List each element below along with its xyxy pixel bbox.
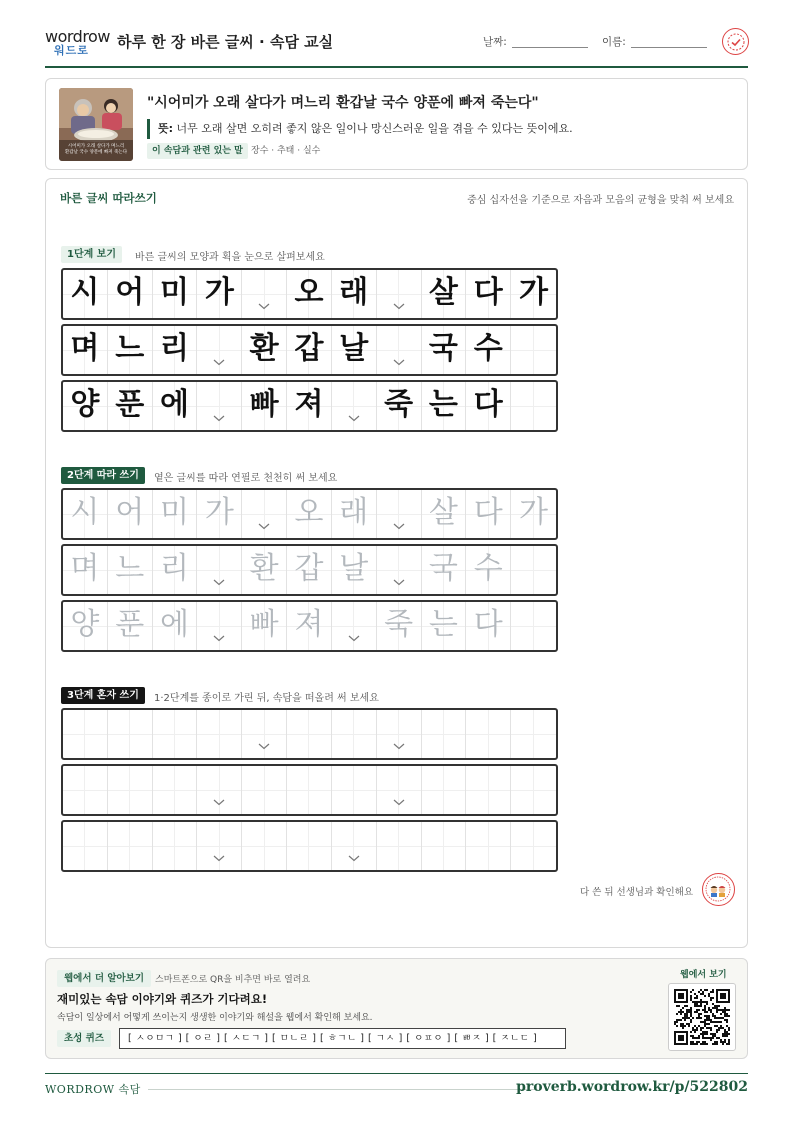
character-cell[interactable] — [197, 710, 242, 758]
character-glyph: 갑 — [294, 331, 324, 366]
character-cell[interactable] — [332, 546, 377, 594]
name-field[interactable] — [631, 47, 707, 48]
character-glyph: 는 — [428, 387, 458, 422]
character-cell[interactable] — [422, 710, 467, 758]
proverb-text: "시어미가 오래 살다가 며느리 환갑날 국수 양푼에 빠져 죽는다" — [147, 95, 539, 111]
character-cell[interactable] — [466, 490, 511, 538]
character-cell[interactable] — [466, 710, 511, 758]
character-cell[interactable] — [422, 602, 467, 650]
date-field[interactable] — [512, 47, 588, 48]
character-glyph: 시 — [70, 495, 100, 530]
character-cell — [63, 270, 108, 318]
character-glyph: 래 — [339, 495, 369, 530]
done-note: 다 쓴 뒤 선생님과 확인해요 — [579, 887, 693, 898]
stage-1-row-1 — [61, 268, 558, 320]
qr-code-icon[interactable] — [668, 983, 736, 1051]
proverb-meaning — [147, 119, 573, 139]
check-stamp-icon — [722, 28, 749, 55]
quiz-badge: 초성 퀴즈 — [57, 1030, 111, 1047]
character-glyph: 양 — [70, 387, 100, 422]
character-glyph: 가 — [519, 495, 549, 530]
space-mark-icon — [393, 743, 405, 750]
space-mark-icon — [348, 855, 360, 862]
character-cell[interactable] — [422, 822, 467, 870]
character-glyph: 죽 — [384, 607, 414, 642]
web-description: 속담이 일상에서 어떻게 쓰이는지 생생한 이야기와 해설을 웹에서 확인해 보세요. — [57, 1013, 373, 1023]
stage-3-row-2[interactable] — [61, 764, 558, 816]
stage-2-row-1[interactable] — [61, 488, 558, 540]
character-glyph: 오 — [294, 275, 324, 310]
stage-1-row-3 — [61, 380, 558, 432]
space-cell[interactable] — [377, 710, 422, 758]
space-mark-icon — [393, 579, 405, 586]
character-cell[interactable] — [242, 602, 287, 650]
character-cell[interactable] — [108, 546, 153, 594]
worksheet-title: 하루 한 장 바른 글씨 · 속담 교실 — [117, 33, 334, 51]
practice-title: 바른 글씨 따라쓰기 — [60, 191, 157, 205]
character-cell — [108, 270, 153, 318]
footer-brand: WORDROW 속담 — [45, 1083, 141, 1096]
character-cell — [422, 382, 467, 430]
character-cell — [108, 326, 153, 374]
character-cell — [287, 326, 332, 374]
proverb-illustration — [59, 88, 133, 161]
character-glyph: 갑 — [294, 551, 324, 586]
footer-divider — [45, 1073, 748, 1074]
character-glyph: 빠 — [249, 387, 279, 422]
stage-2-row-3[interactable] — [61, 600, 558, 652]
character-glyph: 가 — [204, 495, 234, 530]
character-cell — [287, 382, 332, 430]
character-glyph: 국 — [428, 551, 458, 586]
stage-1-row-2 — [61, 324, 558, 376]
space-cell[interactable] — [511, 602, 556, 650]
character-cell[interactable] — [153, 602, 198, 650]
space-cell[interactable] — [377, 546, 422, 594]
space-cell — [377, 270, 422, 318]
character-glyph: 다 — [473, 275, 503, 310]
character-cell — [377, 382, 422, 430]
character-glyph: 국 — [428, 331, 458, 366]
character-cell[interactable] — [63, 602, 108, 650]
character-cell[interactable] — [511, 490, 556, 538]
character-cell[interactable] — [153, 546, 198, 594]
character-cell — [197, 270, 242, 318]
character-glyph: 미 — [160, 495, 190, 530]
web-promo-box — [45, 958, 748, 1059]
space-mark-icon — [393, 523, 405, 530]
character-cell[interactable] — [287, 822, 332, 870]
character-glyph: 져 — [294, 387, 324, 422]
character-cell[interactable] — [466, 822, 511, 870]
character-glyph: 에 — [160, 387, 190, 422]
web-badge: 웹에서 더 알아보기 — [57, 970, 151, 987]
character-glyph: 수 — [473, 331, 503, 366]
space-cell[interactable] — [242, 490, 287, 538]
character-cell[interactable] — [287, 602, 332, 650]
practice-hint: 중심 십자선을 기준으로 자음과 모음의 균형을 맞춰 써 보세요 — [467, 195, 734, 206]
wordrow-logo — [45, 27, 110, 59]
character-cell[interactable] — [63, 822, 108, 870]
character-cell[interactable] — [287, 490, 332, 538]
character-cell[interactable] — [108, 710, 153, 758]
character-cell — [466, 326, 511, 374]
character-glyph: 푼 — [115, 607, 145, 642]
space-mark-icon — [258, 523, 270, 530]
space-mark-icon — [213, 855, 225, 862]
stage-3-row-3[interactable] — [61, 820, 558, 872]
character-cell[interactable] — [377, 602, 422, 650]
space-mark-icon — [213, 635, 225, 642]
space-mark-icon — [348, 415, 360, 422]
logo-korean: 워드로 — [54, 44, 89, 57]
stage-3-hint: 1·2단계를 종이로 가린 뒤, 속담을 떠올려 써 보세요 — [154, 693, 379, 704]
svg-text:환갑날 국수 양푼에 빠져 죽는다: 환갑날 국수 양푼에 빠져 죽는다 — [64, 150, 128, 155]
character-glyph: 빠 — [249, 607, 279, 642]
character-glyph: 며 — [70, 551, 100, 586]
space-mark-icon — [213, 799, 225, 806]
character-cell[interactable] — [63, 766, 108, 814]
character-cell — [63, 326, 108, 374]
space-cell[interactable] — [242, 710, 287, 758]
character-cell — [466, 382, 511, 430]
character-cell — [511, 270, 556, 318]
character-cell[interactable] — [287, 546, 332, 594]
character-glyph: 죽 — [384, 387, 414, 422]
character-glyph: 리 — [160, 551, 190, 586]
character-cell — [422, 326, 467, 374]
meaning-text: 너무 오래 살면 오히려 좋지 않은 일이나 망신스러운 일을 겪을 수 있다는 뜻이에요. — [176, 122, 573, 135]
character-glyph: 느 — [115, 551, 145, 586]
practice-section — [45, 178, 748, 948]
character-cell — [422, 270, 467, 318]
character-glyph: 래 — [339, 275, 369, 310]
space-cell[interactable] — [511, 822, 556, 870]
stage-2-badge: 2단계 따라 쓰기 — [61, 467, 145, 484]
space-mark-icon — [258, 743, 270, 750]
character-cell[interactable] — [63, 710, 108, 758]
space-cell[interactable] — [377, 490, 422, 538]
space-cell[interactable] — [332, 602, 377, 650]
related-words: 장수 · 추태 · 실수 — [251, 146, 321, 156]
character-cell[interactable] — [422, 766, 467, 814]
page-header — [45, 22, 748, 68]
character-cell — [242, 326, 287, 374]
space-cell[interactable] — [332, 822, 377, 870]
character-glyph: 에 — [160, 607, 190, 642]
character-cell[interactable] — [108, 766, 153, 814]
footer-url[interactable]: proverb.wordrow.kr/p/522802 — [516, 1079, 748, 1095]
footer-rule — [148, 1089, 538, 1090]
character-glyph: 날 — [339, 551, 369, 586]
character-cell — [332, 326, 377, 374]
character-cell[interactable] — [197, 490, 242, 538]
character-cell[interactable] — [332, 710, 377, 758]
space-cell[interactable] — [511, 546, 556, 594]
character-cell — [466, 270, 511, 318]
character-cell[interactable] — [63, 490, 108, 538]
character-glyph: 어 — [115, 275, 145, 310]
character-cell — [153, 326, 198, 374]
character-cell[interactable] — [466, 546, 511, 594]
space-cell[interactable] — [197, 546, 242, 594]
related-words-badge: 이 속담과 관련 있는 말 — [147, 143, 248, 159]
stage-3-badge: 3단계 혼자 쓰기 — [61, 687, 145, 704]
space-mark-icon — [213, 359, 225, 366]
date-label: 날짜: — [483, 36, 507, 48]
character-glyph: 수 — [473, 551, 503, 586]
web-badge-hint: 스마트폰으로 QR을 비추면 바로 열려요 — [155, 975, 311, 985]
character-glyph: 가 — [204, 275, 234, 310]
character-glyph: 환 — [249, 331, 279, 366]
character-glyph: 다 — [473, 387, 503, 422]
space-mark-icon — [213, 415, 225, 422]
space-cell[interactable] — [197, 822, 242, 870]
character-cell[interactable] — [466, 602, 511, 650]
character-glyph: 오 — [294, 495, 324, 530]
svg-text:시어미가 오래 살다가 며느리: 시어미가 오래 살다가 며느리 — [67, 144, 125, 149]
character-cell[interactable] — [153, 822, 198, 870]
space-mark-icon — [393, 799, 405, 806]
character-cell[interactable] — [108, 602, 153, 650]
qr-label: 웹에서 보기 — [680, 970, 727, 980]
character-glyph: 져 — [294, 607, 324, 642]
space-mark-icon — [348, 635, 360, 642]
character-cell[interactable] — [466, 766, 511, 814]
character-cell — [287, 270, 332, 318]
character-cell[interactable] — [242, 822, 287, 870]
space-cell[interactable] — [197, 766, 242, 814]
character-cell[interactable] — [511, 710, 556, 758]
character-cell[interactable] — [108, 490, 153, 538]
character-cell[interactable] — [63, 546, 108, 594]
space-cell — [377, 326, 422, 374]
character-cell[interactable] — [153, 710, 198, 758]
space-cell[interactable] — [197, 602, 242, 650]
character-glyph: 다 — [473, 607, 503, 642]
stage-1-hint: 바른 글씨의 모양과 획을 눈으로 살펴보세요 — [135, 252, 325, 263]
character-glyph: 리 — [160, 331, 190, 366]
character-cell — [153, 270, 198, 318]
character-glyph: 가 — [519, 275, 549, 310]
space-cell — [242, 270, 287, 318]
space-mark-icon — [393, 359, 405, 366]
space-cell — [511, 382, 556, 430]
character-cell — [332, 270, 377, 318]
character-glyph: 환 — [249, 551, 279, 586]
character-cell — [108, 382, 153, 430]
character-glyph: 살 — [428, 495, 458, 530]
initial-consonant-quiz: [ ㅅㅇㅁㄱ ] [ ㅇㄹ ] [ ㅅㄷㄱ ] [ ㅁㄴㄹ ] [ ㅎㄱㄴ ] [ ㄱㅅ ] [ ㅇㅍㅇ ] [ ㅃㅈ ] [ ㅈㄴㄷ ] — [119, 1028, 566, 1049]
character-glyph: 느 — [115, 331, 145, 366]
character-glyph: 며 — [70, 331, 100, 366]
character-glyph: 다 — [473, 495, 503, 530]
character-cell — [63, 382, 108, 430]
character-cell[interactable] — [332, 490, 377, 538]
meaning-label: 뜻: — [158, 122, 174, 135]
logo-wordmark: wordrow — [45, 27, 110, 46]
character-cell[interactable] — [332, 766, 377, 814]
character-glyph: 시 — [70, 275, 100, 310]
character-glyph: 살 — [428, 275, 458, 310]
character-cell[interactable] — [287, 766, 332, 814]
character-cell[interactable] — [287, 710, 332, 758]
character-glyph: 는 — [428, 607, 458, 642]
space-mark-icon — [213, 579, 225, 586]
stage-2-hint: 옅은 글씨를 따라 연필로 천천히 써 보세요 — [154, 473, 338, 484]
character-cell[interactable] — [422, 490, 467, 538]
stage-1-badge: 1단계 보기 — [61, 246, 122, 263]
character-glyph: 푼 — [115, 387, 145, 422]
space-cell[interactable] — [377, 766, 422, 814]
name-label: 이름: — [602, 36, 626, 48]
character-glyph: 양 — [70, 607, 100, 642]
space-mark-icon — [258, 303, 270, 310]
character-cell[interactable] — [242, 766, 287, 814]
character-glyph: 날 — [339, 331, 369, 366]
space-mark-icon — [393, 303, 405, 310]
stage-3-row-1[interactable] — [61, 708, 558, 760]
character-glyph: 어 — [115, 495, 145, 530]
character-cell[interactable] — [108, 822, 153, 870]
character-glyph: 미 — [160, 275, 190, 310]
stage-2-row-2[interactable] — [61, 544, 558, 596]
character-cell — [242, 382, 287, 430]
teacher-stamp-icon — [702, 873, 735, 906]
character-cell[interactable] — [153, 766, 198, 814]
space-cell — [197, 326, 242, 374]
space-cell[interactable] — [511, 766, 556, 814]
proverb-card — [45, 78, 748, 170]
space-cell — [511, 326, 556, 374]
character-cell[interactable] — [242, 546, 287, 594]
character-cell[interactable] — [153, 490, 198, 538]
character-cell — [153, 382, 198, 430]
character-cell[interactable] — [377, 822, 422, 870]
space-cell — [197, 382, 242, 430]
space-cell — [332, 382, 377, 430]
web-headline: 재미있는 속담 이야기와 퀴즈가 기다려요! — [57, 992, 268, 1006]
character-cell[interactable] — [422, 546, 467, 594]
